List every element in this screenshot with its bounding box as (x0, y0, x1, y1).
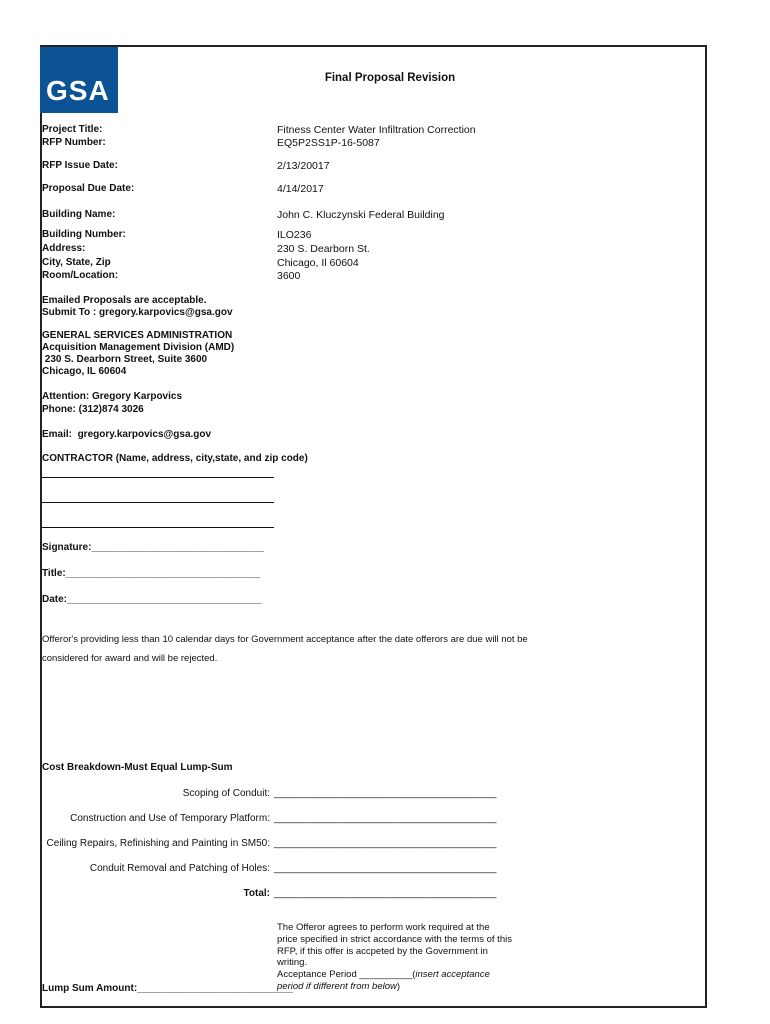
cost-total-blank[interactable]: ________________________________________ (274, 888, 497, 899)
cost-item-label: Conduit Removal and Patching of Holes: (89, 863, 270, 874)
building-name-label: Building Name: (42, 209, 116, 220)
project-title-value: Fitness Center Water Infiltration Correction (277, 124, 476, 136)
rfp-number-value: EQ5P2SS1P-16-5087 (277, 137, 380, 149)
acceptance-period-close: ) (396, 980, 401, 992)
phone-line: Phone: (312)874 3026 (42, 404, 144, 415)
building-name-value: John C. Kluczynski Federal Building (277, 209, 445, 221)
email-line: Email: gregory.karpovics@gsa.gov (42, 429, 212, 440)
contractor-line-1[interactable] (42, 477, 274, 478)
date-field[interactable]: Date:___________________________________ (42, 594, 262, 605)
acceptance-period-text: Acceptance Period __________( (277, 969, 416, 981)
org-division: Acquisition Management Division (AMD) (42, 342, 235, 353)
contractor-line-3[interactable] (42, 527, 274, 528)
due-date-value: 4/14/2017 (277, 183, 324, 195)
cost-item-label: Construction and Use of Temporary Platform: (70, 813, 270, 824)
agreement-line: writing. (277, 957, 308, 969)
org-name: GENERAL SERVICES ADMINISTRATION (42, 330, 233, 341)
emailed-proposals-note: Emailed Proposals are acceptable. (42, 295, 207, 306)
project-title-label: Project Title: (42, 124, 103, 135)
building-number-label: Building Number: (42, 229, 126, 240)
signature-field[interactable]: Signature:_______________________________ (42, 542, 264, 553)
contractor-heading: CONTRACTOR (Name, address, city,state, and zip code) (42, 453, 308, 464)
cost-item-label: Scoping of Conduit: (182, 788, 270, 799)
agreement-line: The Offeror agrees to perform work required at the (277, 922, 490, 933)
submit-to-line: Submit To : gregory.karpovics@gsa.gov (42, 307, 233, 318)
city-label: City, State, Zip (42, 257, 111, 268)
acceptance-notice-line-1: Offeror's providing less than 10 calendar days for Government acceptance after the date offerors are due will not be (42, 634, 528, 645)
agreement-line: price specified in strict accordance with the terms of this (277, 933, 512, 945)
cost-item-label: Ceiling Repairs, Refinishing and Painting in SM50: (46, 838, 270, 849)
cost-item-blank[interactable]: ________________________________________ (274, 863, 497, 874)
city-value: Chicago, Il 60604 (277, 257, 359, 269)
building-number-value: ILO236 (277, 229, 312, 241)
room-value: 3600 (277, 270, 301, 282)
agreement-line: RFP, if this offer is accpeted by the Government in (277, 945, 488, 957)
acceptance-period-hint: insert acceptance (415, 969, 490, 981)
cost-breakdown-heading: Cost Breakdown-Must Equal Lump-Sum (42, 762, 233, 773)
address-label: Address: (42, 243, 86, 254)
acceptance-period-line[interactable] (277, 969, 517, 981)
room-label: Room/Location: (42, 270, 119, 281)
acceptance-notice-line-2: considered for award and will be rejected. (42, 653, 218, 664)
cost-total-label: Total: (243, 888, 270, 899)
cost-item-blank[interactable]: ________________________________________ (274, 788, 497, 799)
gsa-logo-text: GSA (46, 75, 110, 106)
lump-sum-field[interactable]: Lump Sum Amount:____________________________ (42, 983, 293, 994)
issue-date-value: 2/13/20017 (277, 160, 330, 172)
due-date-label: Proposal Due Date: (42, 183, 135, 194)
org-street: 230 S. Dearborn Street, Suite 3600 (42, 354, 208, 365)
rfp-number-label: RFP Number: (42, 137, 106, 148)
gsa-logo (40, 47, 118, 113)
acceptance-period-hint-2: period if different from below (277, 980, 397, 992)
page-title: Final Proposal Revision (324, 72, 456, 84)
agreement-line (277, 981, 517, 993)
issue-date-label: RFP Issue Date: (42, 160, 118, 171)
contractor-line-2[interactable] (42, 502, 274, 503)
address-value: 230 S. Dearborn St. (277, 243, 370, 255)
agreement-note (277, 922, 517, 993)
cost-item-blank[interactable]: ________________________________________ (274, 838, 497, 849)
cost-item-blank[interactable]: ________________________________________ (274, 813, 497, 824)
org-city: Chicago, IL 60604 (42, 366, 127, 377)
title-field[interactable]: Title:___________________________________ (42, 568, 261, 579)
attention-line: Attention: Gregory Karpovics (42, 391, 183, 402)
